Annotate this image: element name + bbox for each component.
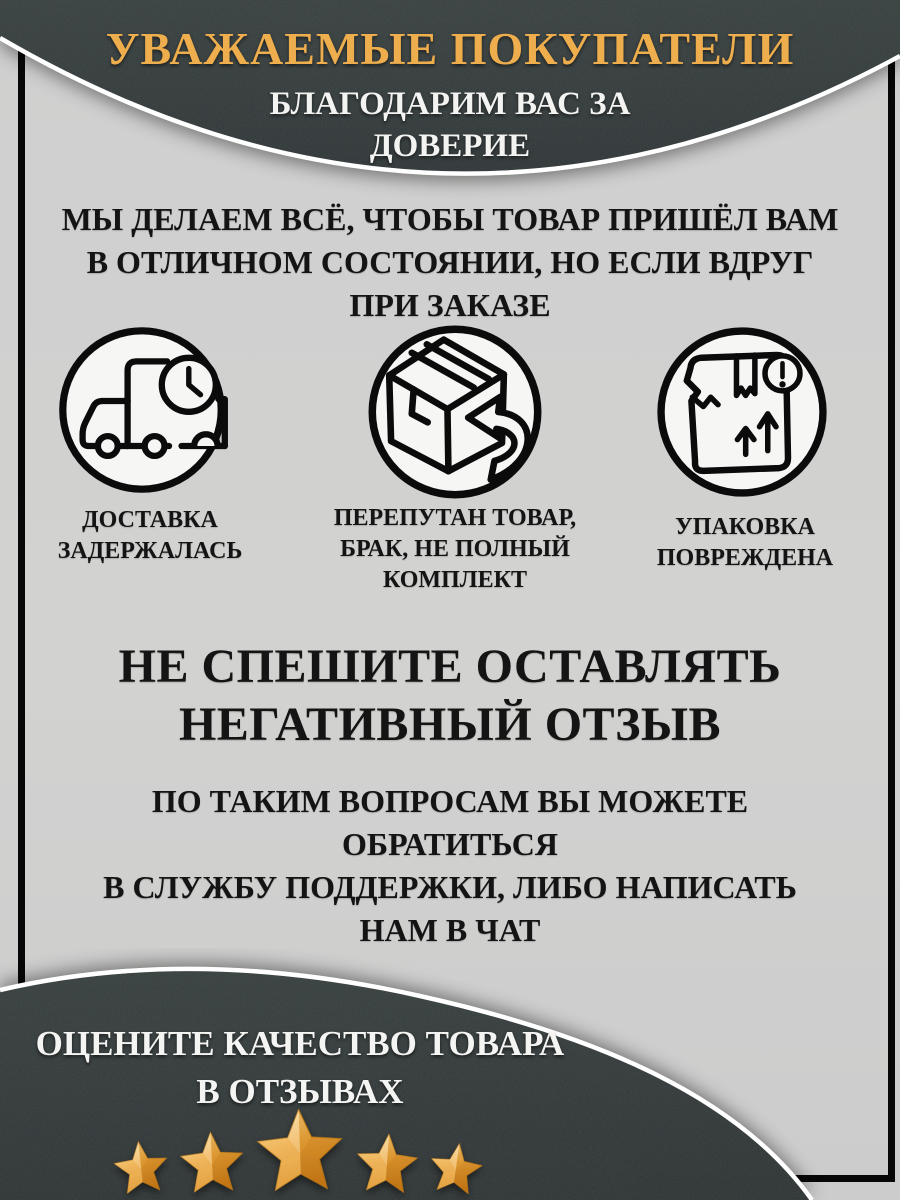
issue-label-wrong-item-line-2: БРАК, НЕ ПОЛНЫЙ [340, 536, 570, 562]
header-title: УВАЖАЕМЫЕ ПОКУПАТЕЛИ [105, 23, 795, 74]
issue-label-delivery [30, 505, 270, 567]
warning-heading-line-2: НЕГАТИВНЫЙ ОТЗЫВ [178, 698, 722, 751]
footer-heading-line-2: В ОТЗЫВАХ [196, 1072, 404, 1111]
issue-label-delivery-line-2: ЗАДЕРЖАЛАСЬ [57, 538, 243, 564]
footer-heading-line-1: ОЦЕНИТЕ КАЧЕСТВО ТОВАРА [35, 1024, 565, 1063]
issue-card-damaged [650, 320, 834, 509]
support-text [40, 780, 860, 952]
intro-line-2: В ОТЛИЧНОМ СОСТОЯНИИ, НО ЕСЛИ ВДРУГ [86, 244, 814, 280]
star-icon [424, 1136, 487, 1199]
delayed-delivery-icon [52, 320, 232, 500]
support-text-line-2: В СЛУЖБУ ПОДДЕРЖКИ, ЛИБО НАПИСАТЬ [103, 869, 797, 905]
issue-label-wrong-item-line-1: ПЕРЕПУТАН ТОВАР, [333, 505, 577, 531]
rating-stars [88, 1098, 508, 1196]
issue-label-damaged-line-1: УПАКОВКА [675, 514, 815, 540]
support-text-line-1: ПО ТАКИМ ВОПРОСАМ ВЫ МОЖЕТЕ ОБРАТИТЬСЯ [151, 783, 749, 862]
issue-card-wrong-item [361, 318, 549, 511]
warning-heading [40, 638, 860, 754]
header-banner [0, 0, 900, 167]
issue-label-damaged-line-2: ПОВРЕЖДЕНА [656, 545, 834, 571]
issue-label-delivery-line-1: ДОСТАВКА [82, 507, 218, 533]
star-icon [252, 1102, 347, 1197]
warning-heading-line-1: НЕ СПЕШИТЕ ОСТАВЛЯТЬ [118, 640, 782, 693]
star-icon [176, 1126, 247, 1197]
issue-label-damaged [620, 512, 870, 574]
header-subtitle [0, 83, 900, 167]
header-subtitle-line-1: БЛАГОДАРИМ ВАС ЗА [269, 86, 631, 122]
issue-card-delivery [52, 320, 232, 505]
issue-label-wrong-item-line-3: КОМПЛЕКТ [382, 567, 528, 593]
intro-text [40, 198, 860, 327]
support-text-line-3: НАМ В ЧАТ [359, 912, 541, 948]
header-subtitle-line-2: ДОВЕРИЕ [369, 128, 531, 164]
intro-line-1: МЫ ДЕЛАЕМ ВСЁ, ЧТОБЫ ТОВАР ПРИШЁЛ ВАМ [61, 201, 839, 237]
damaged-package-icon [650, 320, 834, 504]
issue-label-wrong-item [320, 503, 590, 596]
star-icon [109, 1135, 173, 1199]
wrong-item-icon [361, 318, 549, 506]
intro-line-3: ПРИ ЗАКАЗЕ [349, 287, 551, 323]
star-icon [352, 1128, 422, 1198]
